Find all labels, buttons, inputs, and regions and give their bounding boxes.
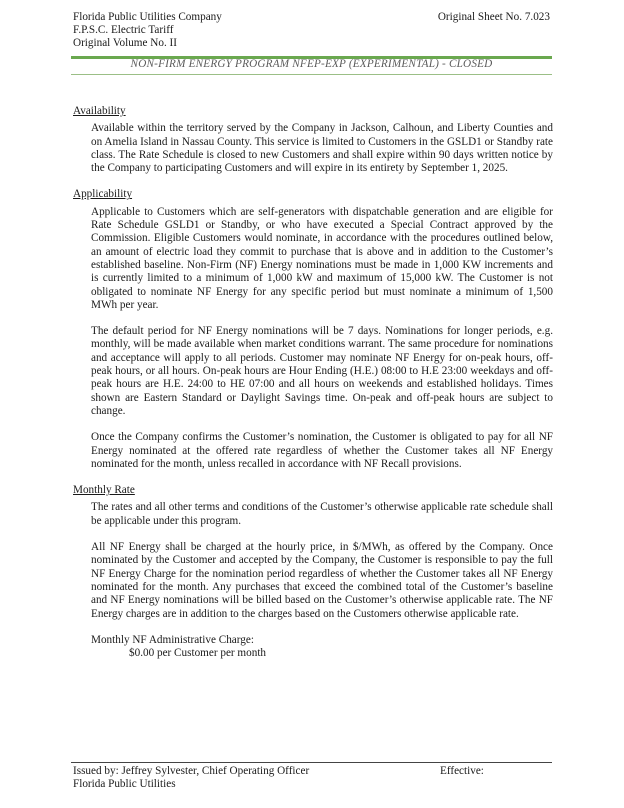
monthly-rate-heading: Monthly Rate [73,484,135,497]
document-body [73,105,553,660]
applicability-heading: Applicability [73,188,133,201]
header-left-block [73,11,222,50]
issued-by: Issued by: Jeffrey Sylvester, Chief Operating Officer [73,765,310,777]
footer-company: Florida Public Utilities [73,778,176,791]
sheet-number: Original Sheet No. 7.023 [437,11,550,23]
admin-charge-label: Monthly NF Administrative Charge: [91,633,254,646]
availability-heading: Availability [73,105,126,117]
monthly-rate-paragraph-1: The rates and all other terms and conditions of the Customer’s otherwise applicable rate schedule shall be applicable under this program. [91,501,553,527]
applicability-paragraph-2: The default period for NF Energy nominations will be 7 days. Nominations for longer periods, e.g. monthly, will be made available when market conditions warrant. The same procedure for nominations and acceptance will apply to all periods. Customer may nominate NF Energy for on-peak hours, off-peak hours, or all hours. On-peak hours are Hour Ending (H.E.) 08:00 to H.E 23:00 weekdays and off-peak hours are H.E. 24:00 to HE 07:00 and all hours on weekends and established holidays. Times shown are Eastern Standard or Daylight Savings time. On-peak and off-peak hours are subject to change. [91,325,553,417]
company-name: Florida Public Utilities Company [73,11,222,23]
applicability-paragraph-3: Once the Company confirms the Customer’s nomination, the Customer is obligated to pay for all NF Energy nominated at the offered rate regardless of whether the Customer takes all NF Energy nominated for the month, unless recalled in accordance with NF Recall provisions. [91,431,553,470]
admin-charge-value: $0.00 per Customer per month [129,647,267,660]
effective-label: Effective: [440,765,484,777]
availability-paragraph: Available within the territory served by the Company in Jackson, Calhoun, and Liberty Counties and on Amelia Island in Nassau County. This service is limited to Customers in the GSLD1 or Standby rate class. The Rate Schedule is closed to new Customers and shall expire within 90 days written notice by the Company to participating Customers and will expire in its entirety by September 1, 2025. [91,122,553,175]
program-title: NON-FIRM ENERGY PROGRAM NFEP-EXP (EXPERIMENTAL) - CLOSED [130,58,493,70]
tariff-name: F.P.S.C. Electric Tariff [73,24,174,36]
applicability-paragraph-1: Applicable to Customers which are self-generators with dispatchable generation and are eligible for Rate Schedule GSLD1 or Standby, or who have executed a Special Contract approved by the Commission. Eligible Customers would nominate, in accordance with the procedures outlined below, an amount of electric load they commit to purchase that is above and in addition to the Customer’s established baseline. Non-Firm (NF) Energy nominations must be made in 1,000 KW increments and is currently limited to a minimum of 1,000 kW and maximum of 15,000 kW. The Customer is not obligated to nominate NF Energy for any specific period but must nominate a minimum of 1,500 MWh per year. [91,205,553,311]
monthly-rate-paragraph-2: All NF Energy shall be charged at the hourly price, in $/MWh, as offered by the Company. Once nominated by the Customer and accepted by the Company, the Customer is responsible to pay the full NF Energy Charge for the nomination period regardless of whether the Customer takes all NF Energy nominated for the month. Any purchases that exceed the combined total of the Customer’s baseline and NF Energy nominations will be billed based on the Customer’s otherwise applicable rate. The NF Energy charges are in addition to the charges based on the Customers otherwise applicable rate. [91,541,553,620]
footer-divider [71,762,552,763]
title-divider [71,74,552,75]
volume-label: Original Volume No. II [73,37,177,49]
footer-left-block [73,765,309,792]
